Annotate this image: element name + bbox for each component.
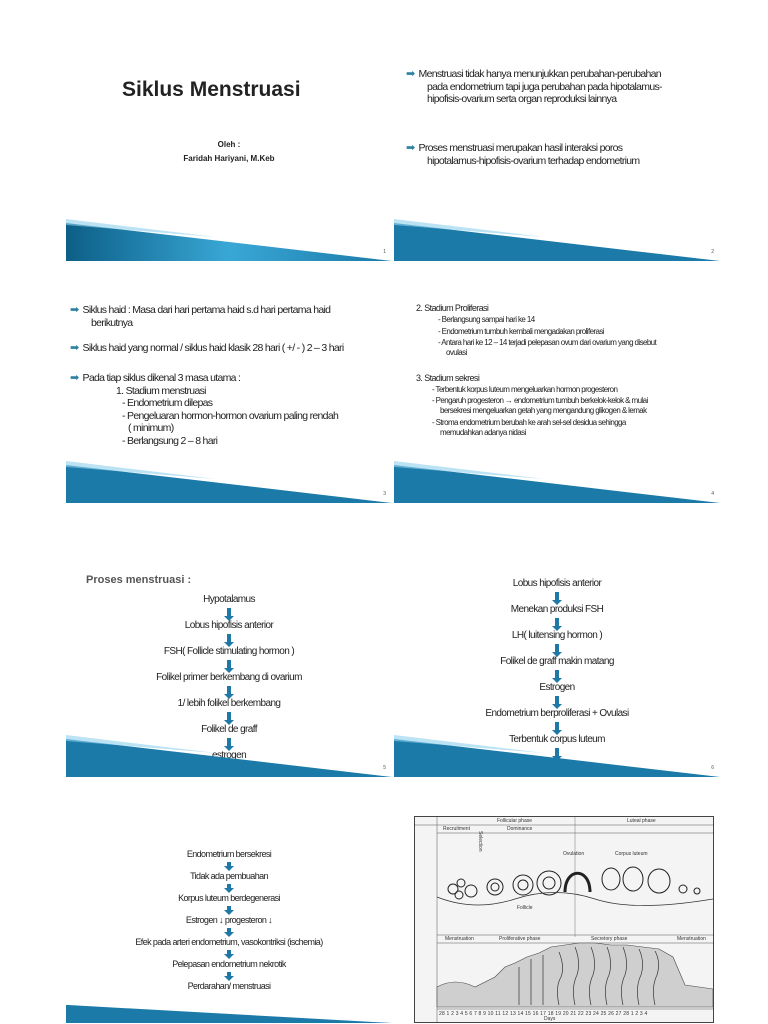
down-arrow-icon xyxy=(227,608,231,618)
slide-5 xyxy=(66,560,392,777)
down-arrow-icon xyxy=(227,928,231,934)
arrow-icon: ➡ xyxy=(70,372,79,384)
flow-step: Pelepasan endometrium nekrotik xyxy=(172,959,286,969)
flow-step: Hypotalamus xyxy=(203,594,255,605)
swoosh-decoration xyxy=(66,1003,392,1023)
swoosh-decoration xyxy=(394,735,720,777)
slide-2 xyxy=(394,44,720,261)
process-title: Proses menstruasi : xyxy=(86,574,192,586)
recruitment-label: Recruitment xyxy=(443,826,470,832)
luteal-label: Luteal phase xyxy=(627,818,656,824)
flow-step: Korpus luteum berdegenerasi xyxy=(178,893,280,903)
flow-step: Efek pada arteri endometrium, vasokontriksi (ischemia) xyxy=(135,937,323,947)
slide-6 xyxy=(394,560,720,777)
down-arrow-icon xyxy=(227,884,231,890)
flow-step: Terbentuk corpus luteum xyxy=(509,734,605,745)
stadium-list: 2. Stadium Proliferasi - Berlangsung sampai hari ke 14 - Endometrium tumbuh kembali mengadakan proliferasi - Antara hari ke 12 – 14 terjadi pelepasan ovum dari ovarium yang disebut ovulasi 3. Stadium sekresi - Terbentuk korpus luteum mengeluarkan hormon progesteron - Pengaruh progesteron → endometrium tumbuh berkelok-kelok & mulai bersekresi mengeluarkan getah yang mengandung glikogen & lemak - Stroma endometrium berubah ke arah sel-sel desidua sehingga memudahkan adanya nidasi xyxy=(416,303,657,437)
arrow-icon: ➡ xyxy=(70,342,79,354)
down-arrow-icon xyxy=(555,592,559,602)
secretory-label: Secretory phase xyxy=(591,936,628,942)
follicular-label: Follicular phase xyxy=(497,818,533,824)
flow-step: 1/ lebih folikel berkembang xyxy=(177,698,281,709)
swoosh-decoration xyxy=(66,219,392,261)
author-name: Faridah Hariyani, M.Keb xyxy=(183,154,275,163)
bullet-1: ➡ Siklus haid : Masa dari hari pertama haid s.d hari pertama haid berikutnya xyxy=(70,304,331,329)
flow-step: Menekan produksi FSH xyxy=(510,604,604,615)
down-arrow-icon xyxy=(555,722,559,732)
flow-step: Folikel de graff makin matang xyxy=(500,656,614,667)
down-arrow-icon xyxy=(227,862,231,868)
flow-step: Estrogen ↓ progesteron ↓ xyxy=(185,915,273,925)
dominance-label: Dominance xyxy=(507,826,533,832)
page-number: 4 xyxy=(711,491,714,497)
process-flow xyxy=(66,848,392,992)
follicle-label: Follicle xyxy=(517,905,533,911)
down-arrow-icon xyxy=(227,972,231,978)
flow-step: Lobus hipofisis anterior xyxy=(512,578,602,589)
flow-step: Folikel de graff xyxy=(201,724,257,735)
down-arrow-icon xyxy=(227,660,231,670)
menstruation-label: Menstruation xyxy=(445,936,474,942)
down-arrow-icon xyxy=(227,950,231,956)
corpus-luteum-label: Corpus luteum xyxy=(615,851,648,857)
flow-step: Endometrium berproliferasi + Ovulasi xyxy=(485,708,629,719)
menstrual-cycle-diagram xyxy=(414,816,714,1023)
flow-step: Endometrium bersekresi xyxy=(186,849,272,859)
page-number: 5 xyxy=(383,765,386,771)
proliferative-label: Proliferative phase xyxy=(499,936,541,942)
down-arrow-icon xyxy=(555,696,559,706)
swoosh-decoration xyxy=(66,461,392,503)
down-arrow-icon xyxy=(555,644,559,654)
cycle-illustration xyxy=(415,817,713,1022)
slide-4 xyxy=(394,286,720,503)
page-number: 2 xyxy=(711,249,714,255)
flow-step: Perdarahan/ menstruasi xyxy=(187,981,271,991)
day-axis: 28 1 2 3 4 5 6 7 8 9 10 11 12 13 14 15 16 17 18 19 20 21 22 23 24 25 26 27 28 1 2 3 4 xyxy=(439,1011,648,1017)
flow-step: Lobus hipofisis anterior xyxy=(184,620,274,631)
slide-3 xyxy=(66,286,392,503)
arrow-icon: ➡ xyxy=(406,68,415,80)
bullet-2: ➡ Proses menstruasi merupakan hasil interaksi poros hipotalamus-hipofisis-ovarium terhadap endometrium xyxy=(406,142,640,167)
oleh-label: Oleh : xyxy=(217,140,241,149)
down-arrow-icon xyxy=(227,906,231,912)
flow-step: FSH( Follicle stimulating hormon ) xyxy=(163,646,295,657)
page-number: 1 xyxy=(383,249,386,255)
down-arrow-icon xyxy=(227,686,231,696)
menstruation-end-label: Menstruation xyxy=(677,936,706,942)
down-arrow-icon xyxy=(227,634,231,644)
slide-7 xyxy=(66,806,392,1023)
ovulation-label: Ovulation xyxy=(563,851,585,857)
selection-label: Selection xyxy=(477,831,483,852)
slide-1 xyxy=(66,44,392,261)
swoosh-decoration xyxy=(394,461,720,503)
bullet-2: ➡ Siklus haid yang normal / siklus haid klasik 28 hari ( +/ - ) 2 – 3 hari xyxy=(70,342,344,354)
days-label: Days xyxy=(544,1016,556,1022)
slide-8 xyxy=(394,806,720,1023)
flow-step: estrogen xyxy=(211,750,247,761)
flow-step: Estrogen xyxy=(539,682,575,693)
flow-step: LH( luitensing hormon ) xyxy=(511,630,603,641)
page-number: 6 xyxy=(711,765,714,771)
swoosh-decoration xyxy=(66,735,392,777)
down-arrow-icon xyxy=(227,712,231,722)
bullet-1: ➡ Menstruasi tidak hanya menunjukkan perubahan-perubahan pada endometrium tapi juga perubahan pada hipotalamus- hipofisis-ovarium serta organ reproduksi lainnya xyxy=(406,68,662,105)
swoosh-decoration xyxy=(394,219,720,261)
flow-step: Tidak ada pembuahan xyxy=(190,871,268,881)
flow-step: Folikel primer berkembang di ovarium xyxy=(156,672,302,683)
arrow-icon: ➡ xyxy=(70,304,79,316)
slide-title: Siklus Menstruasi xyxy=(122,78,301,101)
down-arrow-icon xyxy=(555,618,559,628)
arrow-icon: ➡ xyxy=(406,142,415,154)
page-number: 3 xyxy=(383,491,386,497)
bullet-3: ➡ Pada tiap siklus dikenal 3 masa utama : 1. Stadium menstruasi - Endometrium dilepas - Pengeluaran hormon-hormon ovarium paling rendah ( minimum) - Berlangsung 2 – 8 hari xyxy=(70,372,339,447)
down-arrow-icon xyxy=(555,670,559,680)
